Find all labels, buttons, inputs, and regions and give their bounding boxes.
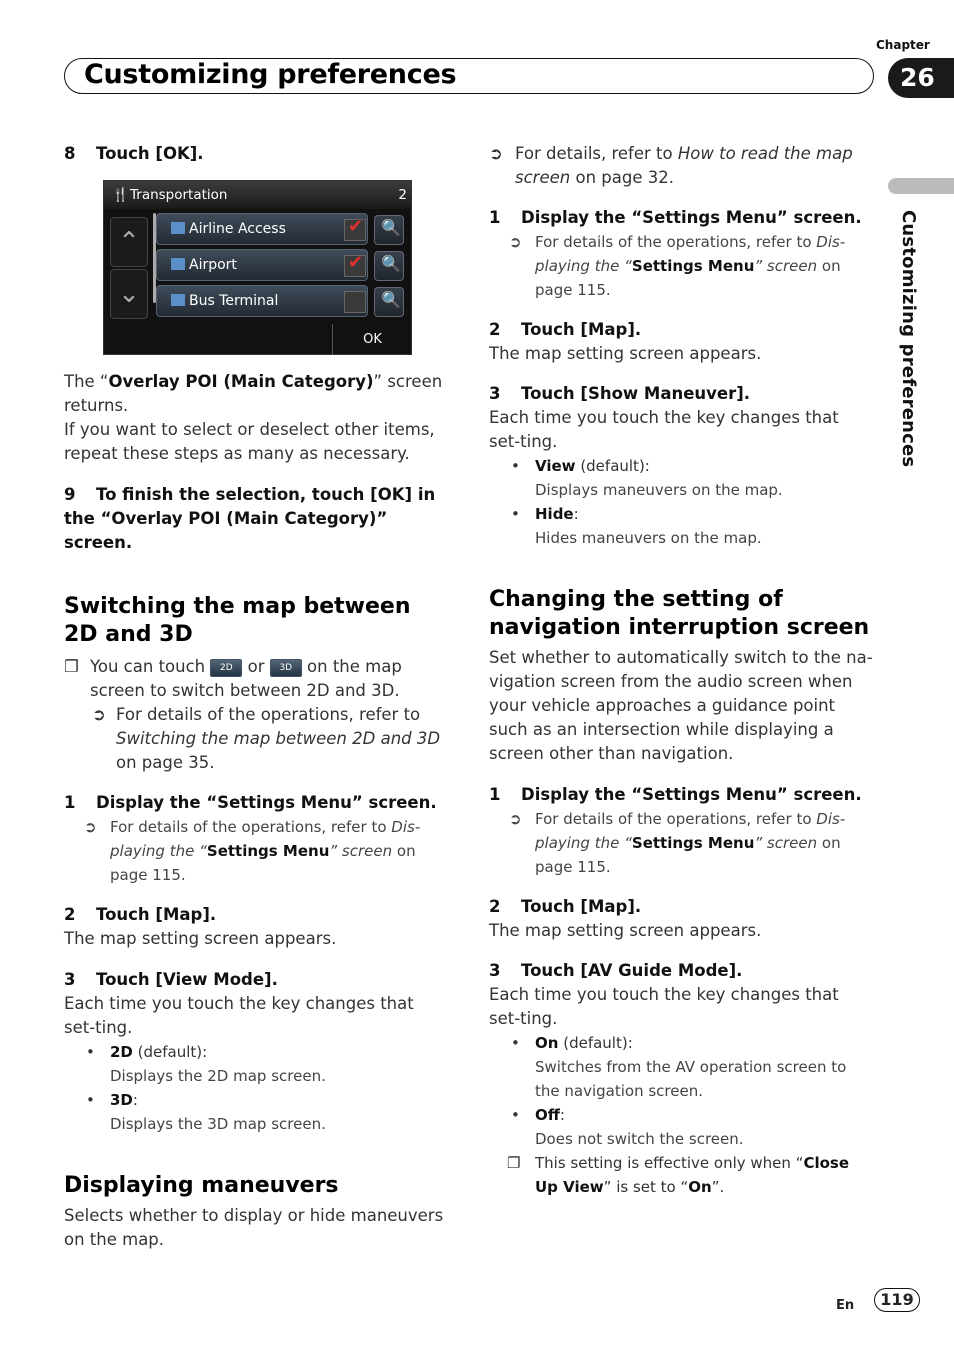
option-hide: • Hide: [511, 505, 579, 523]
transportation-screenshot [103, 180, 412, 355]
maneuvers-text: Selects whether to display or hide maneuvers on the map. [64, 1206, 444, 1249]
bus-icon [171, 294, 185, 306]
left-step-1: 1 Display the “Settings Menu” screen. [64, 793, 437, 812]
option-2d-desc: Displays the 2D map screen. [110, 1067, 326, 1085]
chapter-label: Chapter [876, 38, 930, 52]
returns-text: The “Overlay POI (Main Category)” screen returns. [64, 372, 443, 415]
right-step-2: 2 Touch [Map]. [489, 320, 642, 339]
checkbox-checked[interactable]: ✔ [344, 219, 366, 241]
list-item[interactable]: Airport [156, 249, 368, 281]
note-touch: ❐ You can touch 2D or 3D on the map screen to switch between 2D and 3D. [64, 657, 402, 700]
page-title: Customizing preferences [84, 59, 457, 90]
arrow-icon: ➲ [84, 818, 97, 836]
page-number: 119 [874, 1288, 920, 1312]
option-off-desc: Does not switch the screen. [535, 1130, 744, 1148]
arrow-icon: ➲ [489, 144, 503, 163]
scroll-down-icon[interactable]: ⌄ [110, 269, 148, 319]
checkbox-unchecked[interactable] [344, 291, 366, 313]
option-hide-desc: Hides maneuvers on the map. [535, 529, 762, 547]
repeat-text: If you want to select or deselect other items, repeat these steps as many as necessary. [64, 420, 435, 463]
2d-button-icon: 2D [210, 659, 242, 677]
list-item[interactable]: Airline Access [156, 213, 368, 245]
search-icon[interactable]: 🔍 [374, 287, 404, 317]
step-9: 9 To finish the selection, touch [OK] in the “Overlay POI (Main Category)” screen. [64, 485, 436, 552]
right-step-3b-text: Each time you touch the key changes that set-ting. [489, 985, 839, 1028]
left-step-2-text: The map setting screen appears. [64, 929, 337, 948]
option-on-desc: Switches from the AV operation screen to the navigation screen. [535, 1058, 847, 1100]
left-column [64, 142, 448, 166]
search-icon[interactable]: 🔍 [374, 215, 404, 245]
option-view: • View (default): [511, 457, 650, 475]
right-step-3-text: Each time you touch the key changes that set-ting. [489, 408, 839, 451]
right-column [489, 142, 875, 1199]
note-close-up: ❐ This setting is effective only when “Close Up View” is set to “On”. [507, 1154, 850, 1196]
language-label: En [836, 1298, 855, 1313]
3d-button-icon: 3D [270, 659, 302, 677]
step-8: 8 Touch [OK]. [64, 144, 204, 163]
left-column-body [64, 370, 448, 1252]
arrow-icon: ➲ [509, 233, 522, 251]
right-step-1-ref: ➲ For details of the operations, refer to Dis-playing the “Settings Menu” screen on page 115. [489, 230, 875, 302]
side-tab-label: Customizing preferences [898, 210, 919, 468]
fork-knife-icon: 🍴 [112, 187, 129, 203]
option-on: • On (default): [511, 1034, 633, 1052]
option-3d-desc: Displays the 3D map screen. [110, 1115, 326, 1133]
scroll-up-icon[interactable]: ⌃ [110, 217, 148, 267]
heading-nav-interrupt: Changing the setting of navigation interruption screen [489, 587, 870, 640]
nav-interrupt-text: Set whether to automatically switch to the na-vigation screen from the audio screen when your vehicle approaches a guidance point such as an intersection while displaying a screen other than navigation. [489, 648, 873, 763]
ok-button[interactable]: OK [332, 324, 412, 355]
heading-switch-map: Switching the map between 2D and 3D [64, 594, 411, 647]
side-tab-marker [888, 178, 954, 194]
right-step-2-text: The map setting screen appears. [489, 344, 762, 363]
checkbox-checked[interactable]: ✔ [344, 255, 366, 277]
right-step-3: 3 Touch [Show Maneuver]. [489, 384, 751, 403]
arrow-icon: ➲ [92, 705, 106, 724]
right-step-3b: 3 Touch [AV Guide Mode]. [489, 961, 743, 980]
airline-icon [171, 222, 185, 234]
airport-icon [171, 258, 185, 270]
right-step-2b-text: The map setting screen appears. [489, 921, 762, 940]
screenshot-page: 2 [398, 187, 407, 203]
left-step-2: 2 Touch [Map]. [64, 905, 217, 924]
option-off: • Off: [511, 1106, 565, 1124]
left-step-3-text: Each time you touch the key changes that set-ting. [64, 994, 414, 1037]
screenshot-title: Transportation [130, 187, 228, 203]
list-item[interactable]: Bus Terminal [156, 285, 368, 317]
right-step-2b: 2 Touch [Map]. [489, 897, 642, 916]
left-step-3: 3 Touch [View Mode]. [64, 970, 278, 989]
left-step-1-ref: ➲ For details of the operations, refer to Dis-playing the “Settings Menu” screen on page 115. [64, 815, 448, 887]
arrow-icon: ➲ [509, 810, 522, 828]
ref-switch: ➲ For details of the operations, refer to Switching the map between 2D and 3D on page 35. [92, 705, 441, 772]
screenshot-header [104, 181, 411, 209]
right-step-1b-ref: ➲ For details of the operations, refer to Dis-playing the “Settings Menu” screen on page 115. [489, 807, 875, 879]
option-3d: • 3D: [86, 1091, 138, 1109]
right-step-1b: 1 Display the “Settings Menu” screen. [489, 785, 862, 804]
ref-map-screen: ➲ For details, refer to How to read the map screen on page 32. [489, 144, 853, 187]
heading-maneuvers: Displaying maneuvers [64, 1173, 339, 1198]
right-step-1: 1 Display the “Settings Menu” screen. [489, 208, 862, 227]
option-view-desc: Displays maneuvers on the map. [535, 481, 783, 499]
option-2d: • 2D (default): [86, 1043, 208, 1061]
search-icon[interactable]: 🔍 [374, 251, 404, 281]
chapter-number: 26 [888, 58, 954, 98]
